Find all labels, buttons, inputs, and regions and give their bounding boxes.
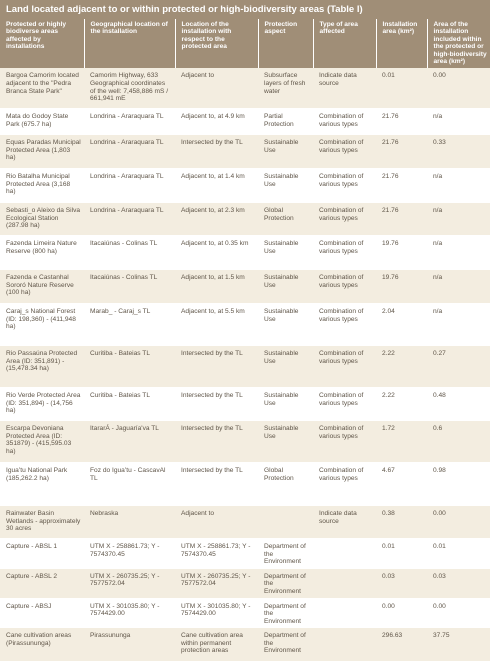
cell-location-relative: UTM X - 258861.73; Y - 7574370.45 [175,538,258,568]
cell-location-relative: Adjacent to, at 1.5 km [175,269,258,303]
cell-included-area: 0.48 [427,387,490,420]
cell-location-relative: Adjacent to [175,68,258,108]
table-row [0,538,490,568]
table-row [0,598,490,628]
cell-included-area: 0.27 [427,345,490,387]
table-row [0,568,490,598]
cell-location-relative: Adjacent to, at 2.3 km [175,202,258,235]
cell-protection-aspect: Department of the Environment [258,628,313,662]
cell-protected-area: Sebasti_o Aleixo da Silva Ecological Station (287.98 ha) [0,202,84,235]
cell-installation-area: 4.67 [376,462,427,505]
cell-protected-area: Rio Batalha Municipal Protected Area (3,168 ha) [0,168,84,202]
cell-geographical-location: Itacaiúnas - Colinas TL [84,269,175,303]
cell-location-relative: Adjacent to, at 0.35 km [175,235,258,269]
cell-area-type: Combination of various types [313,420,376,462]
cell-protection-aspect: Sustainable Use [258,168,313,202]
column-header-included-area: Area of the installation included within the protected or high-biodiversity area (km²) [427,19,490,68]
cell-location-relative: Intersected by the TL [175,345,258,387]
cell-protected-area: Capture - ABSL 1 [0,538,84,568]
cell-protected-area: Cane cultivation areas (Pirassununga) [0,628,84,662]
cell-area-type: Indicate data source [313,68,376,108]
cell-installation-area: 0.01 [376,538,427,568]
cell-included-area: n/a [427,303,490,345]
column-header-protection-aspect: Protection aspect [258,19,313,68]
cell-included-area: 37.75 [427,628,490,662]
cell-geographical-location: Itacaiúnas - Colinas TL [84,235,175,269]
cell-installation-area: 21.76 [376,202,427,235]
cell-area-type: Combination of various types [313,269,376,303]
cell-protection-aspect: Sustainable Use [258,420,313,462]
cell-protected-area: Equas Paradas Municipal Protected Area (1,803 ha) [0,134,84,168]
cell-geographical-location: UTM X - 258861.73; Y - 7574370.45 [84,538,175,568]
cell-area-type [313,628,376,662]
cell-installation-area: 0.03 [376,568,427,598]
cell-area-type: Indicate data source [313,505,376,538]
cell-protection-aspect [258,505,313,538]
cell-protection-aspect: Department of the Environment [258,538,313,568]
cell-protection-aspect: Subsurface layers of fresh water [258,68,313,108]
cell-protected-area: Rio Verde Protected Area (ID: 351,894) - (14,756 ha) [0,387,84,420]
cell-installation-area: 2.22 [376,387,427,420]
cell-protection-aspect: Sustainable Use [258,134,313,168]
cell-protection-aspect: Sustainable Use [258,345,313,387]
table-row [0,108,490,134]
cell-installation-area: 0.38 [376,505,427,538]
cell-protected-area: Rainwater Basin Wetlands - approximately 30 acres [0,505,84,538]
cell-geographical-location: Londrina - Araraquara TL [84,168,175,202]
cell-area-type [313,598,376,628]
table-row [0,68,490,108]
cell-installation-area: 0.00 [376,598,427,628]
cell-location-relative: Intersected by the TL [175,420,258,462]
cell-location-relative: Adjacent to, at 5.5 km [175,303,258,345]
cell-area-type [313,568,376,598]
cell-area-type [313,538,376,568]
cell-area-type: Combination of various types [313,202,376,235]
cell-area-type: Combination of various types [313,303,376,345]
cell-area-type: Combination of various types [313,235,376,269]
cell-protection-aspect: Sustainable Use [258,303,313,345]
cell-geographical-location: Curitiba - Bateias TL [84,345,175,387]
cell-location-relative: UTM X - 260735.25; Y - 7577572.04 [175,568,258,598]
table-row [0,303,490,345]
cell-geographical-location: Curitiba - Bateias TL [84,387,175,420]
cell-included-area: n/a [427,269,490,303]
table-row [0,345,490,387]
cell-protected-area: Fazenda e Castanhal Sororó Nature Reserve (100 ha) [0,269,84,303]
cell-included-area: 0.00 [427,505,490,538]
cell-protection-aspect: Sustainable Use [258,387,313,420]
cell-included-area: 0.03 [427,568,490,598]
cell-protected-area: Rio Passaúna Protected Area (ID: 351,891) - (15,478.34 ha) [0,345,84,387]
cell-geographical-location: UTM X - 260735.25; Y - 7577572.04 [84,568,175,598]
table-row [0,387,490,420]
cell-area-type: Combination of various types [313,168,376,202]
cell-location-relative: Intersected by the TL [175,134,258,168]
cell-installation-area: 21.76 [376,134,427,168]
cell-geographical-location: Camorim Highway, 633 Geographical coordinates of the well: 7,458,886 mS / 661,941 mE [84,68,175,108]
cell-installation-area: 21.76 [376,168,427,202]
cell-location-relative: Cane cultivation area within permanent protection areas [175,628,258,662]
table-row [0,134,490,168]
column-header-protected-area: Protected or highly biodiverse areas affected by installations [0,19,84,68]
cell-protection-aspect: Sustainable Use [258,269,313,303]
cell-location-relative: Intersected by the TL [175,387,258,420]
cell-protection-aspect: Global Protection [258,202,313,235]
cell-location-relative: UTM X - 301035.80; Y - 7574429.00 [175,598,258,628]
cell-geographical-location: Londrina - Araraquara TL [84,134,175,168]
cell-protected-area: Caraj_s National Forest (ID: 198,360) - (411,948 ha) [0,303,84,345]
table-row [0,235,490,269]
cell-installation-area: 0.01 [376,68,427,108]
cell-location-relative: Adjacent to, at 1.4 km [175,168,258,202]
cell-area-type: Combination of various types [313,108,376,134]
cell-geographical-location: Pirassununga [84,628,175,662]
column-header-geographical-location: Geographical location of the installation [84,19,175,68]
cell-location-relative: Adjacent to [175,505,258,538]
table-row [0,628,490,662]
table-row [0,420,490,462]
cell-location-relative: Intersected by the TL [175,462,258,505]
table-row [0,168,490,202]
cell-included-area: 0.00 [427,68,490,108]
table-row [0,202,490,235]
cell-geographical-location: ItararÁ - Jaguaría'va TL [84,420,175,462]
column-header-installation-area: Installation area (km²) [376,19,427,68]
cell-protection-aspect: Partial Protection [258,108,313,134]
cell-included-area: 0.6 [427,420,490,462]
cell-geographical-location: Londrina - Araraquara TL [84,202,175,235]
cell-installation-area: 2.22 [376,345,427,387]
cell-geographical-location: Marab_ - Caraj_s TL [84,303,175,345]
cell-installation-area: 2.04 [376,303,427,345]
table-row [0,505,490,538]
cell-included-area: n/a [427,202,490,235]
cell-included-area: 0.33 [427,134,490,168]
cell-protected-area: Escarpa Devoniana Protected Area (ID: 351879) - (415,595.03 ha) [0,420,84,462]
header-row [0,19,490,68]
table-title: Land located adjacent to or within protected or high-biodiversity areas (Table I) [0,0,490,19]
cell-protected-area: Capture - ABSJ [0,598,84,628]
cell-installation-area: 21.76 [376,108,427,134]
cell-included-area: 0.98 [427,462,490,505]
cell-protected-area: Iguaʻtu National Park (185,262.2 ha) [0,462,84,505]
column-header-area-type: Type of area affected [313,19,376,68]
cell-included-area: n/a [427,235,490,269]
cell-installation-area: 296.63 [376,628,427,662]
cell-geographical-location: Foz do Iguaʻtu - CascavAl TL [84,462,175,505]
cell-installation-area: 19.76 [376,269,427,303]
cell-protection-aspect: Department of the Environment [258,568,313,598]
cell-area-type: Combination of various types [313,387,376,420]
cell-protection-aspect: Department of the Environment [258,598,313,628]
cell-area-type: Combination of various types [313,462,376,505]
cell-area-type: Combination of various types [313,134,376,168]
biodiversity-table [0,19,490,662]
cell-protection-aspect: Sustainable Use [258,235,313,269]
cell-included-area: n/a [427,108,490,134]
cell-geographical-location: Nebraska [84,505,175,538]
cell-area-type: Combination of various types [313,345,376,387]
cell-included-area: 0.01 [427,538,490,568]
cell-geographical-location: Londrina - Araraquara TL [84,108,175,134]
cell-location-relative: Adjacent to, at 4.9 km [175,108,258,134]
cell-protected-area: Mata do Godoy State Park (675.7 ha) [0,108,84,134]
table-row [0,269,490,303]
column-header-location-relative: Location of the installation with respect to the protected area [175,19,258,68]
table-header [0,19,490,68]
cell-included-area: 0.00 [427,598,490,628]
table-body [0,68,490,661]
cell-protected-area: Bargoa Camorim located adjacent to the "Pedra Branca State Park" [0,68,84,108]
cell-included-area: n/a [427,168,490,202]
cell-installation-area: 19.76 [376,235,427,269]
cell-protection-aspect: Global Protection [258,462,313,505]
cell-installation-area: 1.72 [376,420,427,462]
cell-protected-area: Capture - ABSL 2 [0,568,84,598]
cell-protected-area: Fazenda Limeira Nature Reserve (800 ha) [0,235,84,269]
cell-geographical-location: UTM X - 301035.80; Y - 7574429.00 [84,598,175,628]
table-row [0,462,490,505]
